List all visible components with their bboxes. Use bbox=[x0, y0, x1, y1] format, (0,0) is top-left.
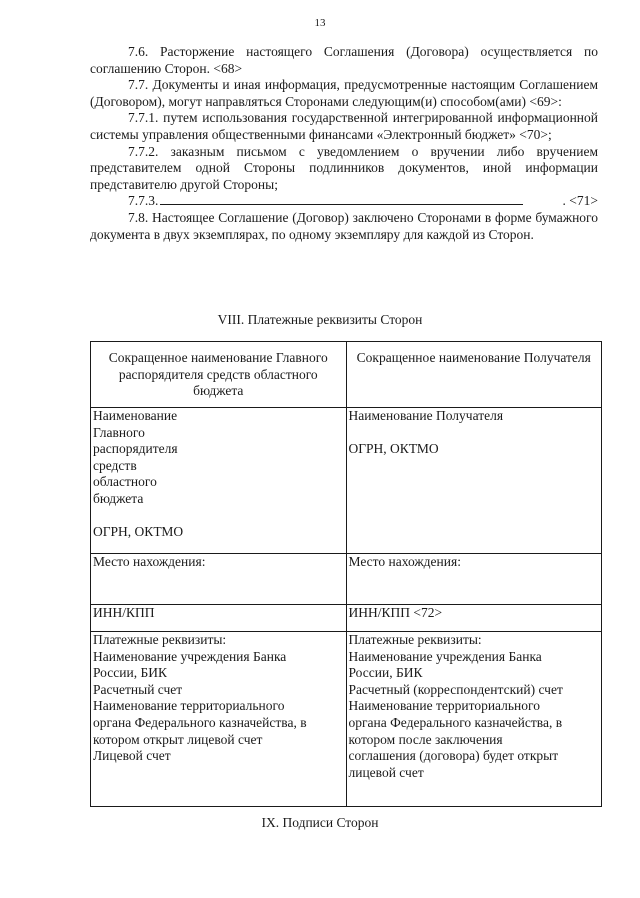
name-lines-left bbox=[93, 408, 346, 540]
clause-7-8: 7.8. Настоящее Соглашение (Договор) заключено Сторонами в форме бумажного документа в двух экземплярах, по одному экземпляру для каждой из Сторон. bbox=[90, 209, 598, 242]
payment-line: России, БИК bbox=[348, 665, 423, 681]
clause-7-7: 7.7. Документы и иная информация, предусмотренные настоящим Соглашением (Договором), могут направляться Сторонами следующим(и) способом(ами) <69>: bbox=[90, 77, 598, 109]
payment-line: Платежные реквизиты: bbox=[93, 632, 227, 647]
payment-line: Расчетный счет bbox=[93, 681, 183, 697]
header-left: Сокращенное наименование Главного распорядителя средств областного бюджета bbox=[91, 342, 347, 408]
header-right: Сокращенное наименование Получателя bbox=[346, 342, 602, 408]
payment-lines-right bbox=[349, 632, 602, 781]
ogrn-left: ОГРН, ОКТМО bbox=[93, 523, 184, 539]
clause-7-7-2: 7.7.2. заказным письмом с уведомлением о вручении либо вручением представителем одной Стороны подлинников документов, иной информации представителю другой Стороны; bbox=[90, 143, 598, 192]
name-line: Наименование bbox=[93, 408, 178, 423]
name-cell-left bbox=[91, 408, 347, 554]
inn-left: ИНН/КПП bbox=[91, 605, 347, 632]
payment-right bbox=[346, 632, 602, 807]
clause-7-7-3-number: 7.7.3. bbox=[128, 193, 159, 209]
payment-line: органа Федерального казначейства, в bbox=[348, 714, 563, 730]
payment-lines-left bbox=[93, 632, 346, 765]
location-right: Место нахождения: bbox=[346, 554, 602, 605]
name-line: средств bbox=[93, 457, 137, 473]
table-header-row bbox=[91, 342, 602, 408]
payment-line: Наименование учреждения Банка bbox=[348, 648, 542, 664]
clause-7-7-1: 7.7.1. путем использования государственной интегрированной информационной системы управления общественными финансами «Электронный бюджет» <70>; bbox=[90, 110, 598, 142]
section-viii-title: VIII. Платежные реквизиты Сторон bbox=[217, 312, 423, 327]
name-line: бюджета bbox=[93, 490, 144, 506]
table-row-location bbox=[91, 554, 602, 605]
clause-7-7-3-footnote: . <71> bbox=[562, 193, 598, 209]
payment-line: котором после заключения bbox=[348, 731, 503, 747]
page-number: 13 bbox=[314, 17, 326, 29]
section-ix-title: IX. Подписи Сторон bbox=[261, 815, 379, 830]
payment-line: Наименование территориального bbox=[93, 698, 285, 714]
clauses-block bbox=[90, 44, 598, 243]
name-line: распорядителя bbox=[93, 441, 178, 457]
payment-line: Наименование территориального bbox=[348, 698, 540, 714]
payment-line: соглашения (договора) будет открыт bbox=[348, 748, 559, 764]
payment-line: Лицевой счет bbox=[93, 748, 171, 764]
name-line: Главного bbox=[93, 424, 145, 440]
clause-7-6: 7.6. Расторжение настоящего Соглашения (Договора) осуществляется по соглашению Сторон. <68> bbox=[90, 44, 598, 76]
table-row-inn bbox=[91, 605, 602, 632]
name-line: областного bbox=[93, 474, 157, 490]
name-cell-right bbox=[346, 408, 602, 554]
payment-line: Расчетный (корреспондентский) счет bbox=[348, 681, 563, 697]
clause-7-7-3 bbox=[90, 193, 598, 210]
table-row-payment bbox=[91, 632, 602, 807]
table-row-name bbox=[91, 408, 602, 554]
payment-line: Наименование учреждения Банка bbox=[93, 648, 287, 664]
payment-line: России, БИК bbox=[93, 665, 167, 681]
ogrn-right: ОГРН, ОКТМО bbox=[348, 440, 439, 456]
location-left: Место нахождения: bbox=[91, 554, 347, 605]
payment-line: лицевой счет bbox=[348, 764, 424, 780]
name-right: Наименование Получателя bbox=[348, 408, 504, 423]
payment-line: Платежные реквизиты: bbox=[348, 632, 482, 647]
inn-right: ИНН/КПП <72> bbox=[346, 605, 602, 632]
payment-line: котором открыт лицевой счет bbox=[93, 731, 263, 747]
blank-fill-line bbox=[160, 204, 522, 205]
payment-line: органа Федерального казначейства, в bbox=[93, 714, 307, 730]
payment-left bbox=[91, 632, 347, 807]
payment-requisites-table bbox=[90, 341, 602, 807]
